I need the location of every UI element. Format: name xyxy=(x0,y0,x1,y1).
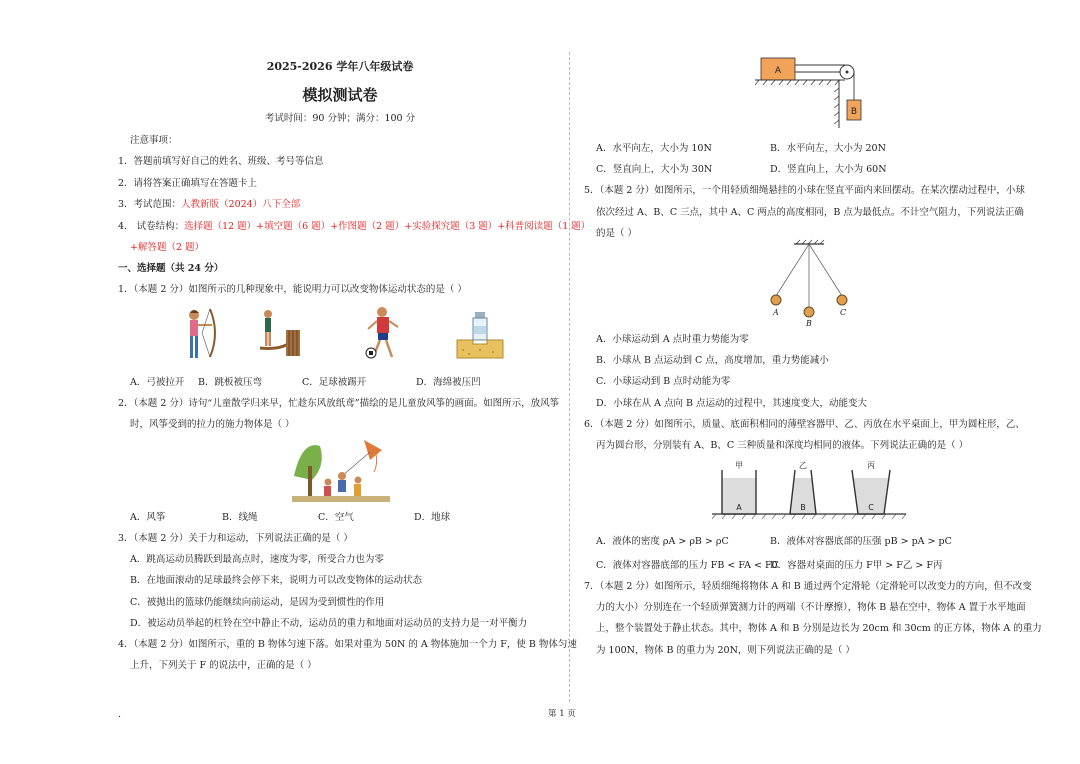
q5-option-b[interactable]: B．小球从 B 点运动到 C 点，高度增加，重力势能减小 xyxy=(596,355,829,366)
note-4 xyxy=(118,220,590,233)
q6-stem-line2: 丙为圆台形，分别装有 A、B、C 三种质量和深度均相同的液体。下列说法正确的是（ ） xyxy=(596,440,969,451)
q2-option-a[interactable]: A．风筝 xyxy=(130,512,166,523)
point-a-label: A xyxy=(773,308,779,317)
q1-option-a[interactable]: A．弓被拉开 xyxy=(130,377,185,388)
container-jia-label: 甲 xyxy=(735,461,743,470)
section-heading: 一、选择题（共 24 分） xyxy=(118,263,224,274)
note-1: 1．答题前填写好自己的姓名、班级、考号等信息 xyxy=(118,156,324,167)
note-3-scope: 人教新版（2024）八下全部 xyxy=(181,199,301,210)
q5-stem-line3: 的是（ ） xyxy=(596,228,638,239)
q2-option-c[interactable]: C．空气 xyxy=(318,512,354,523)
note-4-structure: 选择题（12 题）+填空题（6 题）+作图题（2 题）+实验探究题（3 题）+科普阅读题（1 题） xyxy=(184,221,591,232)
q1-option-b[interactable]: B．跳板被压弯 xyxy=(198,377,262,388)
footer-dot: . xyxy=(118,709,122,720)
liquid-a-label: A xyxy=(736,503,742,512)
q5-stem-line1: 5．（本题 2 分）如图所示，一个用轻质细绳悬挂的小球在竖直平面内来回摆动。在某次摆动过程中，小球 xyxy=(584,185,1025,196)
block-a-label: A xyxy=(774,66,782,76)
liquid-c-label: C xyxy=(868,503,874,512)
football-kick-figure xyxy=(362,305,404,363)
q3-option-a[interactable]: A．跳高运动员腾跃到最高点时，速度为零，所受合力也为零 xyxy=(130,554,384,565)
q5-option-c[interactable]: C．小球运动到 B 点时动能为零 xyxy=(596,376,731,387)
q4-stem-line2: 上升，下列关于 F 的说法中，正确的是（ ） xyxy=(130,660,317,671)
point-c-label: C xyxy=(840,308,847,317)
q1-option-c[interactable]: C．足球被踢开 xyxy=(302,377,367,388)
q5-option-a[interactable]: A．小球运动到 A 点时重力势能为零 xyxy=(596,334,749,345)
diving-board-figure xyxy=(258,308,308,360)
q2-option-b[interactable]: B．线绳 xyxy=(222,512,258,523)
q7-stem-line3: 上，整个装置处于静止状态。其中，物体 A 和 B 分别是边长为 20cm 和 30cm 的正方体，物体 A 的重力 xyxy=(596,623,1042,634)
q3-option-d[interactable]: D．被运动员举起的杠铃在空中静止不动，运动员的重力和地面对运动员的支持力是一对平衡力 xyxy=(130,618,528,629)
q6-option-b[interactable]: B．液体对容器底部的压强 pB > pA > pC xyxy=(770,536,952,547)
q4-option-a[interactable]: A．水平向左，大小为 10N xyxy=(596,143,712,154)
page-title: 模拟测试卷 xyxy=(302,86,378,104)
q2-stem-line1: 2．（本题 2 分）诗句“儿童散学归来早，忙趁东风放纸鸢”描绘的是儿童放风筝的画面。如图所示，放风筝 xyxy=(118,398,560,409)
note-2: 2．请将答案正确填写在答题卡上 xyxy=(118,178,258,189)
q6-stem-line1: 6．（本题 2 分）如图所示，质量、底面积相同的薄壁容器甲、乙、丙放在水平桌面上，甲为圆柱形，乙、 xyxy=(584,419,1025,430)
q6-option-d[interactable]: D．容器对桌面的压力 F甲 > F乙 > F丙 xyxy=(770,560,943,571)
q3-stem: 3．（本题 2 分）关于力和运动，下列说法正确的是（ ） xyxy=(118,533,353,544)
note-3-prefix: 3．考试范围： xyxy=(118,199,182,210)
note-3 xyxy=(118,198,300,211)
pulley-figure xyxy=(755,56,867,130)
exam-year-line: 2025-2026 学年八年级试卷 xyxy=(266,60,414,73)
container-yi-label: 乙 xyxy=(799,461,807,470)
note-4-structure-cont: +解答题（2 题） xyxy=(130,242,205,253)
q2-stem-line2: 时，风筝受到的拉力的施力物体是（ ） xyxy=(130,419,295,430)
pendulum-figure xyxy=(760,238,860,328)
note-4-prefix: 4． 试卷结构： xyxy=(118,221,185,232)
q3-option-b[interactable]: B．在地面滚动的足球最终会停下来，说明力可以改变物体的运动状态 xyxy=(130,575,422,586)
q3-option-c[interactable]: C．被抛出的篮球仍能继续向前运动，是因为受到惯性的作用 xyxy=(130,597,385,608)
liquid-b-label: B xyxy=(800,503,806,512)
q2-option-d[interactable]: D．地球 xyxy=(414,512,451,523)
page-number: 第 1 页 xyxy=(548,709,576,719)
exam-timing: 考试时间：90 分钟；满分：100 分 xyxy=(264,113,416,124)
point-b-label: B xyxy=(806,319,812,328)
kite-children-figure xyxy=(292,436,390,502)
q6-option-c[interactable]: C．液体对容器底部的压力 FB < FA < FC xyxy=(596,560,779,571)
archer-figure xyxy=(180,305,220,363)
q6-option-a[interactable]: A．液体的密度 ρA > ρB > ρC xyxy=(596,536,729,547)
q4-option-c[interactable]: C．竖直向上，大小为 30N xyxy=(596,164,713,175)
containers-figure xyxy=(712,458,906,520)
q5-stem-line2: 依次经过 A、B、C 三点，其中 A、C 两点的高度相同，B 点为最低点。不计空气阻力，下列说法正确 xyxy=(596,207,1024,218)
q7-stem-line2: 力的大小）分别连在一个轻质弹簧测力计的两端（不计摩擦），物体 B 悬在空中，物体 A 置于水平地面 xyxy=(596,602,1026,613)
q7-stem-line1: 7．（本题 2 分）如图所示，轻质细绳将物体 A 和 B 通过两个定滑轮（定滑轮可以改变力的方向，但不改变 xyxy=(584,581,1032,592)
notes-heading: 注意事项： xyxy=(130,135,178,146)
column-divider xyxy=(569,52,570,702)
q4-stem-line1: 4．（本题 2 分）如图所示，重的 B 物体匀速下落。如果对重为 50N 的 A 物体施加一个力 F，使 B 物体匀速 xyxy=(118,639,577,650)
q1-stem: 1．（本题 2 分）如图所示的几种现象中，能说明力可以改变物体运动状态的是（ ） xyxy=(118,284,467,295)
block-b-label: B xyxy=(850,107,858,117)
q7-stem-line4: 为 100N，物体 B 的重力为 20N，则下列说法正确的是（ ） xyxy=(596,645,855,656)
q4-option-d[interactable]: D．竖直向上，大小为 60N xyxy=(770,164,887,175)
q1-option-d[interactable]: D．海绵被压凹 xyxy=(416,377,481,388)
container-bing-label: 丙 xyxy=(867,461,875,470)
q4-option-b[interactable]: B．水平向左，大小为 20N xyxy=(770,143,886,154)
q5-option-d[interactable]: D．小球在从 A 点向 B 点运动的过程中，其速度变大，动能变大 xyxy=(596,398,868,409)
sponge-bottle-figure xyxy=(455,310,505,360)
